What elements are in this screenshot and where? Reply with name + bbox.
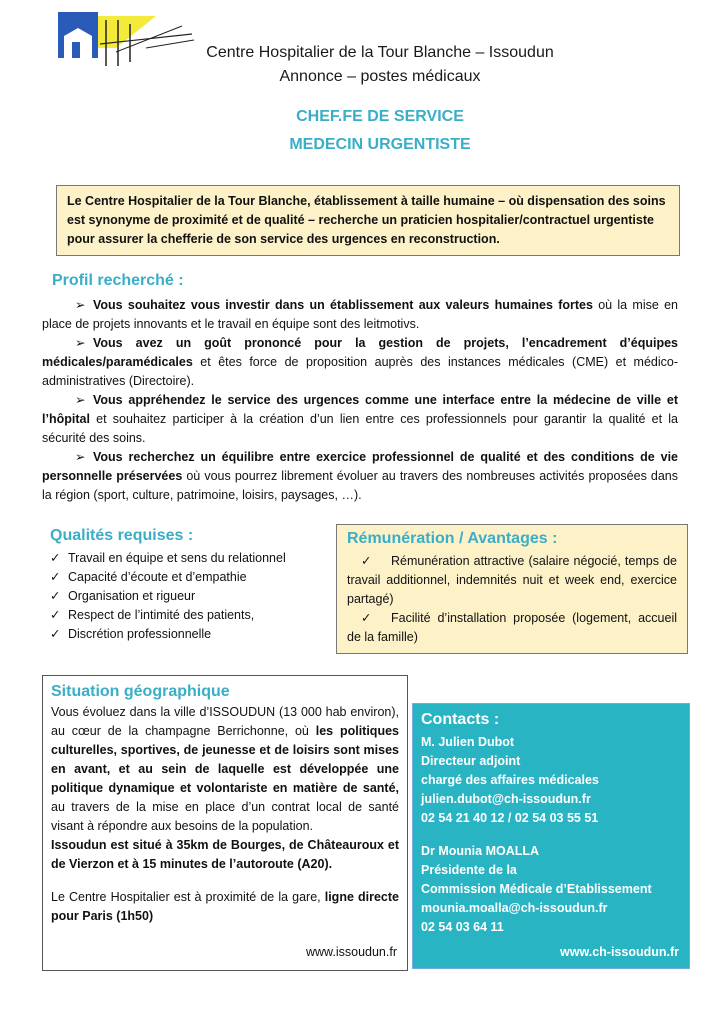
profil-item-bold: Vous avez un goût prononcé pour la gestion de projets, l’encadrement d’équipes médicales/paramédicales: [42, 336, 678, 369]
profil-item: [42, 391, 678, 448]
checkmark-icon: ✓: [50, 589, 61, 603]
text-bold: les politiques culturelles, sportives, de jeunesse et de loisirs sont mises en avant, et au sein de laquelle est développée une politique dynamique et volontariste en matière de santé,: [51, 724, 399, 795]
job-title-line-1: CHEF.FE DE SERVICE: [296, 108, 464, 125]
intro-box: Le Centre Hospitalier de la Tour Blanche, établissement à taille humaine – où dispensation des soins est synonyme de proximité et de qualité – recherche un praticien hospitalier/contractuel urgentiste pour assurer la chefferie de son service des urgences en reconstruction.: [56, 185, 680, 256]
header-line-1: Centre Hospitalier de la Tour Blanche – Issoudun: [206, 44, 554, 61]
remuneration-box: [336, 524, 688, 654]
checkmark-icon: ✓: [50, 570, 61, 584]
text: au travers de la mise en place d’un contrat local de santé visant à répondre aux besoins de la population.: [51, 800, 399, 833]
list-item-text: Facilité d’installation proposée (logement, accueil de la famille): [347, 611, 677, 644]
profil-item: [42, 296, 678, 334]
situation-website[interactable]: www.issoudun.fr: [305, 945, 397, 959]
profil-item: [42, 334, 678, 391]
checkmark-icon: ✓: [50, 608, 61, 622]
list-item: [347, 609, 677, 647]
list-item-text: Respect de l’intimité des patients,: [68, 608, 255, 622]
contact-1-role: Directeur adjoint: [421, 754, 521, 768]
profil-item-bold: Vous recherchez un équilibre entre exercice professionnel de qualité et des conditions de vie personnelle préservées: [42, 450, 678, 483]
profil-item-text: où vous pourrez librement évoluer au travers des nombreuses activités proposées dans la région (sport, culture, patrimoine, loisirs, paysages, …).: [42, 469, 679, 502]
list-item-text: Rémunération attractive (salaire négocié, temps de travail additionnel, indemnités nuit et week end, exercice partagé): [347, 554, 677, 606]
contact-2-name: Dr Mounia MOALLA: [421, 844, 540, 858]
arrow-right-icon: ➢: [75, 393, 86, 407]
list-item-text: Travail en équipe et sens du relationnel: [68, 551, 286, 565]
contacts-heading: Contacts :: [421, 711, 500, 728]
text: Vous évoluez dans la ville d’ISSOUDUN (13 000 hab environ), au cœur de la champagne Berrichonne, où: [51, 705, 399, 738]
list-item-text: Capacité d’écoute et d’empathie: [68, 570, 247, 584]
qualites-heading: Qualités requises :: [50, 527, 194, 544]
text-bold: ligne directe pour Paris (1h50): [51, 890, 399, 923]
qualites-section: [50, 526, 340, 644]
situation-paragraph-2: Issoudun est situé à 35km de Bourges, de Châteauroux et de Vierzon et à 15 minutes de l’autoroute (A20).: [51, 838, 399, 871]
list-item: [50, 606, 340, 625]
profil-item-text: et êtes force de proposition auprès des instances médicales (CME) et médico-administratives (Directoire).: [42, 355, 678, 388]
checkmark-icon: ✓: [50, 627, 61, 641]
checkmark-icon: ✓: [361, 554, 372, 568]
profil-item: [42, 448, 678, 505]
contact-2-role-2: Commission Médicale d’Etablissement: [421, 882, 652, 896]
contact-1-role-2: chargé des affaires médicales: [421, 773, 599, 787]
contact-2-role: Présidente de la: [421, 863, 517, 877]
situation-paragraph-3: [51, 888, 399, 926]
contact-2-phone: 02 54 03 64 11: [421, 920, 504, 934]
situation-box: [42, 675, 408, 971]
header-line-2: Annonce – postes médicaux: [279, 68, 481, 85]
list-item: [50, 568, 340, 587]
profil-heading: Profil recherché :: [52, 272, 184, 289]
profil-item-bold: Vous souhaitez vous investir dans un établissement aux valeurs humaines fortes: [93, 298, 593, 312]
list-item: [50, 549, 340, 568]
list-item: [50, 587, 340, 606]
contact-2-email[interactable]: mounia.moalla@ch-issoudun.fr: [421, 901, 608, 915]
profil-item-bold: Vous appréhendez le service des urgences comme une interface entre la médecine de ville et l’hôpital: [42, 393, 678, 426]
arrow-right-icon: ➢: [75, 298, 86, 312]
contact-1-name: M. Julien Dubot: [421, 735, 515, 749]
list-item: [50, 625, 340, 644]
contact-1-phone: 02 54 21 40 12 / 02 54 03 55 51: [421, 811, 599, 825]
list-item-text: Discrétion professionnelle: [68, 627, 212, 641]
job-title-line-2: MEDECIN URGENTISTE: [289, 136, 471, 153]
qualites-list: [50, 549, 340, 644]
profil-item-text: et souhaitez participer à la création d’un lien entre ces professionnels pour garantir la qualité et la sécurité des soins.: [42, 412, 678, 445]
checkmark-icon: ✓: [50, 551, 61, 565]
list-item: [347, 552, 677, 609]
arrow-right-icon: ➢: [75, 450, 86, 464]
contact-1-email[interactable]: julien.dubot@ch-issoudun.fr: [421, 792, 591, 806]
situation-paragraph-1: [51, 703, 399, 836]
profil-list: [42, 296, 678, 505]
profil-item-text: où la mise en place de projets innovants et le travail en équipe sont des leitmotivs.: [42, 298, 678, 331]
situation-heading: Situation géographique: [51, 683, 230, 700]
contacts-box: [412, 703, 690, 969]
contacts-website[interactable]: www.ch-issoudun.fr: [560, 945, 679, 959]
remuneration-heading: Rémunération / Avantages :: [347, 530, 558, 547]
hospital-logo: [56, 12, 196, 68]
checkmark-icon: ✓: [361, 611, 372, 625]
text: Le Centre Hospitalier est à proximité de la gare,: [51, 890, 325, 904]
arrow-right-icon: ➢: [75, 336, 86, 350]
list-item-text: Organisation et rigueur: [68, 589, 196, 603]
